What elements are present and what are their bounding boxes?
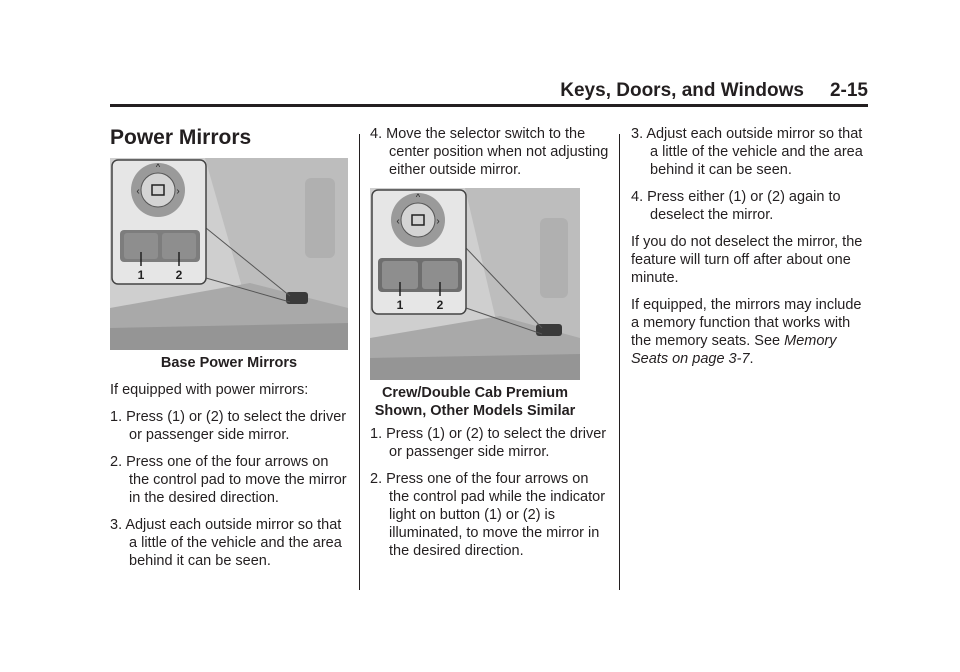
page-number: 2-15 xyxy=(829,80,868,101)
svg-text:‹: ‹ xyxy=(396,216,400,227)
col3-step-4: 4. Press either (1) or (2) again to deselect the mirror. xyxy=(631,189,841,223)
figure2-callout-2: 2 xyxy=(436,298,444,312)
column-divider-1 xyxy=(359,134,360,590)
column-divider-2 xyxy=(619,134,620,590)
column-3 xyxy=(631,125,871,377)
figure1-caption: Base Power Mirrors xyxy=(160,355,298,371)
header-rule xyxy=(110,104,868,107)
memory-seats-link[interactable]: Memory Seats on page 3-7 xyxy=(631,333,837,367)
col1-step-3: 3. Adjust each outside mirror so that a little of the vehicle and the area behind it can be seen. xyxy=(110,517,342,569)
col3-para-memory xyxy=(631,296,871,368)
crew-cab-mirrors-figure xyxy=(370,188,580,380)
col1-intro: If equipped with power mirrors: xyxy=(110,382,309,398)
figure1-callout-2: 2 xyxy=(175,268,183,282)
figure2-caption-line2: Shown, Other Models Similar xyxy=(374,403,576,419)
col1-step-2: 2. Press one of the four arrows on the control pad to move the mirror in the desired direction. xyxy=(110,454,347,506)
figure2-caption-line1: Crew/Double Cab Premium xyxy=(381,385,569,401)
page-title: Power Mirrors xyxy=(110,126,252,149)
section-title: Keys, Doors, and Windows xyxy=(560,80,804,101)
svg-text:^: ^ xyxy=(415,192,421,202)
svg-text:›: › xyxy=(436,216,440,227)
running-header xyxy=(560,80,868,102)
col3-para-timeout: If you do not deselect the mirror, the feature will turn off after about one minute. xyxy=(631,234,863,286)
col1-step-1: 1. Press (1) or (2) to select the driver or passenger side mirror. xyxy=(110,409,347,443)
col2-step-1: 1. Press (1) or (2) to select the driver or passenger side mirror. xyxy=(370,426,607,460)
col3-step-3: 3. Adjust each outside mirror so that a little of the vehicle and the area behind it can be seen. xyxy=(631,126,863,178)
svg-text:›: › xyxy=(176,186,180,197)
col2-step-2: 2. Press one of the four arrows on the control pad while the indicator light on button (1) or (2) is illuminated, to move the mirror in the desired direction. xyxy=(370,471,606,559)
svg-text:‹: ‹ xyxy=(136,186,140,197)
column-2 xyxy=(370,125,610,569)
memory-text: If equipped, the mirrors may include a memory function that works with the memory seats. See xyxy=(631,297,862,349)
figure2-callout-1: 1 xyxy=(396,298,404,312)
base-power-mirrors-figure xyxy=(110,158,348,350)
figure1-callout-1: 1 xyxy=(137,268,145,282)
svg-text:^: ^ xyxy=(155,162,161,172)
col2-step-4: 4. Move the selector switch to the center position when not adjusting either outside mirror. xyxy=(370,126,609,178)
column-1 xyxy=(110,158,348,579)
memory-period: . xyxy=(749,351,754,367)
